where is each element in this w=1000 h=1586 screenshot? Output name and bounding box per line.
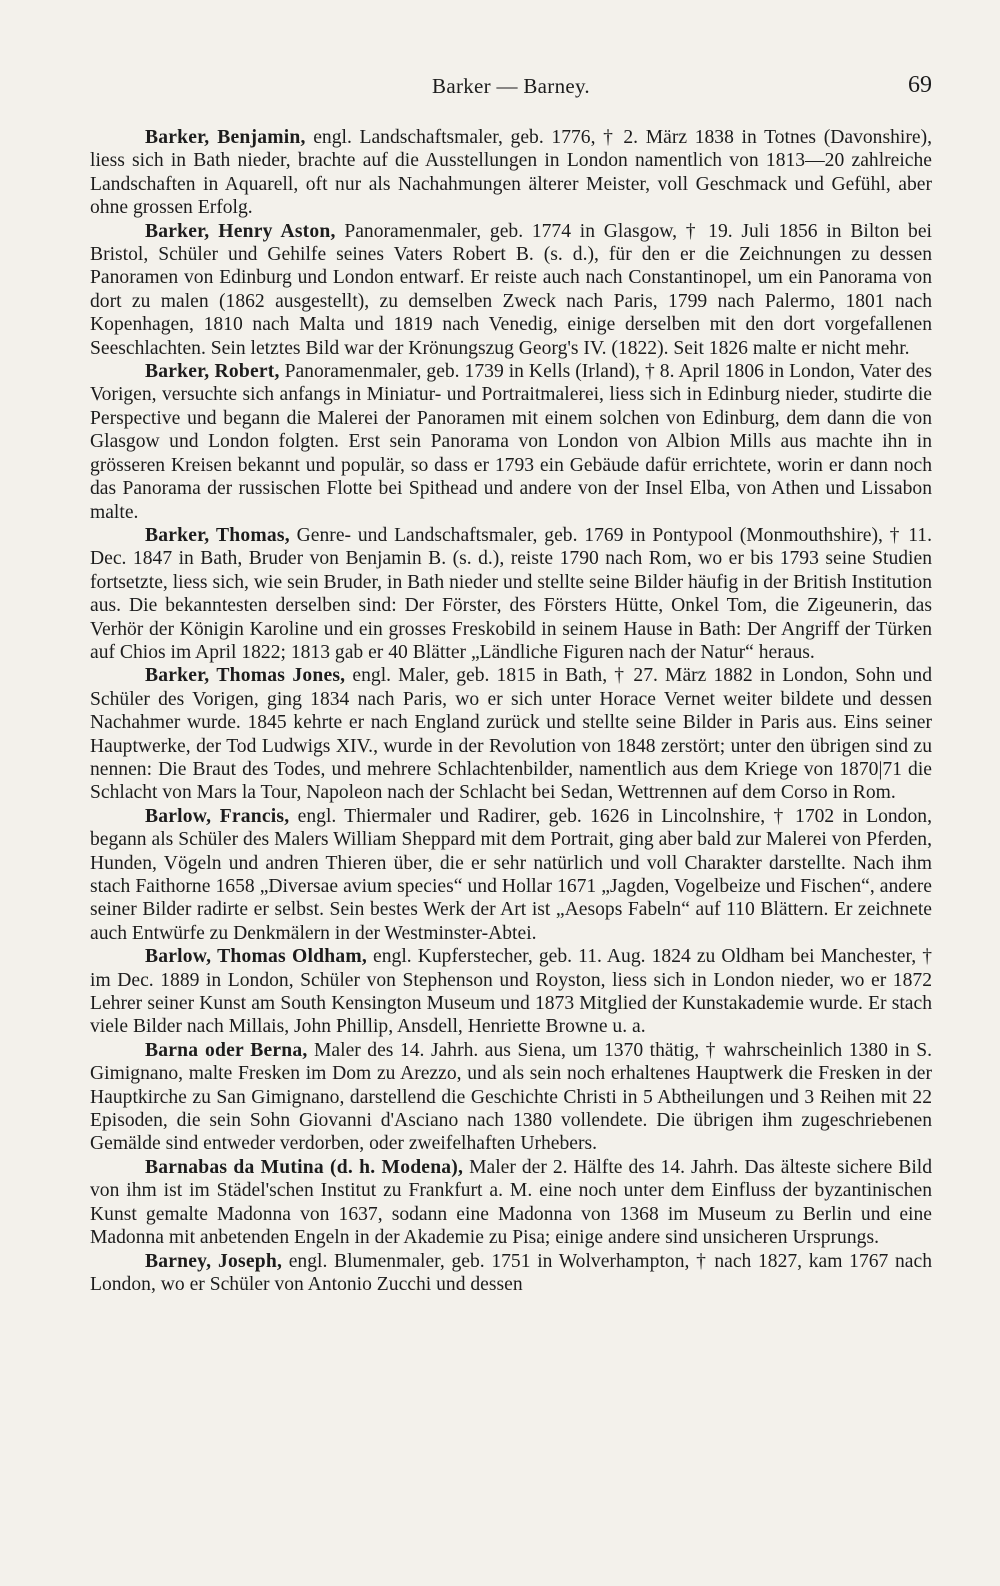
entry-barna-oder-berna [90, 1039, 932, 1156]
entry-barlow-francis [90, 805, 932, 945]
entry-name: Barlow, Thomas Oldham, [145, 946, 367, 968]
entry-name: Barker, Thomas Jones, [145, 665, 346, 687]
entry-barker-thomas [90, 524, 932, 664]
entry-name: Barker, Benjamin, [145, 127, 306, 148]
entry-barker-robert [90, 360, 932, 524]
page-number: 69 [908, 72, 932, 98]
entry-name: Barney, Joseph, [145, 1250, 283, 1272]
entry-name: Barker, Robert, [145, 361, 280, 383]
entry-name: Barker, Thomas, [145, 524, 290, 546]
entry-barnabas-da-mutina [90, 1156, 932, 1250]
entry-barker-henry-aston [90, 220, 932, 360]
entry-barker-benjamin [90, 126, 932, 220]
entry-barlow-thomas-oldham [90, 945, 932, 1039]
entry-text: Maler der 2. Hälfte des 14. Jahrh. Das älteste sichere Bild von ihm ist im Städel'schen Institut zu Frankfurt a. M. eine noch unter dem Einfluss der byzantinischen Kunst gemalte Madonna von 1637, sodann eine Madonna von 1368 im Museum zu Berlin und eine Madonna mit anbetenden Engeln in der Akademie zu Pisa; einige andere sind unsicheren Ursprungs. [90, 1156, 933, 1249]
entry-name: Barnabas da Mutina (d. h. Modena), [145, 1156, 464, 1178]
entry-text: engl. Landschaftsmaler, geb. 1776, † 2. März 1838 in Totnes (Davonshire), liess sich in Bath nieder, brachte auf die Ausstellungen in London namentlich von 1813—20 zahlreiche Landschaften in Aquarell, oft nur als Nachahmungen älterer Meister, voll Geschmack und Gefühl, aber ohne grossen Erfolg. [90, 127, 932, 219]
entry-name: Barker, Henry Aston, [145, 220, 336, 242]
entry-text: engl. Kupferstecher, geb. 11. Aug. 1824 zu Oldham bei Manchester, † im Dec. 1889 in London, Schüler von Stephenson und Royston, liess sich in London nieder, wo er 1872 Lehrer seiner Kunst am South Kensington Museum und 1873 Mitglied der Kunstakademie wurde. Er stach viele Bilder nach Millais, John Phillip, Ansdell, Henriette Browne u. a. [90, 946, 932, 1038]
entry-text: engl. Blumenmaler, geb. 1751 in Wolverhampton, † nach 1827, kam 1767 nach London, wo er Schüler von Antonio Zucchi und dessen [90, 1250, 932, 1295]
entry-text: Maler des 14. Jahrh. aus Siena, um 1370 thätig, † wahrscheinlich 1380 in S. Gimignano, malte Fresken im Dom zu Arezzo, und als sein noch erhaltenes Hauptwerk die Fresken in der Hauptkirche zu San Gimignano, darstellend die Geschichte Christi in 5 Abtheilungen und 3 Reihen mit 22 Episoden, die sein Sohn Giovanni d'Asciano nach 1380 vollendete. Die übrigen ihm zugeschriebenen Gemälde sind entweder verdorben, oder zweifelhaften Urhebers. [90, 1039, 932, 1155]
entry-text: engl. Maler, geb. 1815 in Bath, † 27. März 1882 in London, Sohn und Schüler des Vorigen, ging 1834 nach Paris, wo er sich unter Horace Vernet weiter bildete und dessen Nachahmer wurde. 1845 kehrte er nach England zurück und stellte seine Bilder in Paris aus. Eins seiner Hauptwerke, der Tod Ludwigs XIV., wurde in der Revolution von 1848 zerstört; unter den übrigen sind zu nennen: Die Braut des Todes, und mehrere Schlachtenbilder, namentlich aus dem Kriege von 1870|71 die Schlacht von Mars la Tour, Napoleon nach der Schlacht bei Sedan, Wettrennen auf dem Corso in Rom. [90, 665, 933, 804]
entry-text: Genre- und Landschaftsmaler, geb. 1769 in Pontypool (Monmouthshire), † 11. Dec. 1847 in Bath, Bruder von Benjamin B. (s. d.), reiste 1790 nach Rom, wo er bis 1793 seine Studien fortsetzte, liess sich, wie sein Bruder, in Bath nieder und stellte seine Bilder häufig in der British Institution aus. Die bekanntesten derselben sind: Der Förster, des Försters Hütte, Onkel Tom, die Zigeunerin, das Verhör der Königin Karoline und ein grosses Freskobild in seinem Hause in Bath: Der Angriff der Türken auf Chios im April 1822; 1813 gab er 40 Blätter „Ländliche Figuren nach der Natur“ heraus. [90, 524, 932, 663]
entry-name: Barna oder Berna, [145, 1039, 308, 1061]
page-title: Barker — Barney. [432, 74, 590, 98]
entry-list [90, 126, 932, 1296]
entry-name: Barlow, Francis, [145, 805, 290, 827]
entry-text: Panoramenmaler, geb. 1739 in Kells (Irland), † 8. April 1806 in London, Vater des Vorigen, versuchte sich anfangs in Miniatur- und Portraitmalerei, liess sich in Edinburg nieder, studirte die Perspective und begann die Malerei der Panoramen mit einem solchen von Edinburg, dem dann die von Glasgow und London folgten. Erst sein Panorama von London von Albion Mills aus machte ihn in grösseren Kreisen bekannt und populär, so dass er 1793 ein Gebäude dafür errichtete, worin er dann noch das Panorama der russischen Flotte bei Spithead und andere von der Insel Elba, von Athen und Lissabon malte. [90, 361, 932, 523]
running-head [90, 74, 932, 104]
entry-barney-joseph [90, 1250, 932, 1297]
entry-barker-thomas-jones [90, 664, 932, 804]
entry-text: Panoramenmaler, geb. 1774 in Glasgow, † 19. Juli 1856 in Bilton bei Bristol, Schüler und Gehilfe seines Vaters Robert B. (s. d.), für den er die Zeichnungen zu dessen Panoramen von Edinburg und London entwarf. Er reiste auch nach Constantinopel, um ein Panorama von dort zu malen (1862 ausgestellt), zu demselben Zweck nach Paris, 1799 nach Palermo, 1801 nach Kopenhagen, 1810 nach Malta und 1819 nach Venedig, einige derselben mit den dort vorgefallenen Seeschlachten. Sein letztes Bild war der Krönungszug Georg's IV. (1822). Seit 1826 malte er nicht mehr. [90, 220, 932, 359]
entry-text: engl. Thiermaler und Radirer, geb. 1626 in Lincolnshire, † 1702 in London, begann als Schüler des Malers William Sheppard mit dem Portrait, ging aber bald zur Malerei von Pferden, Hunden, Vögeln und andren Thieren über, die er sehr natürlich und voll Charakter darstellte. Nach ihm stach Faithorne 1658 „Diversae avium species“ und Hollar 1671 „Jagden, Vogelbeize und Fischen“, andere seiner Bilder radirte er selbst. Sein bestes Werk der Art ist „Aesops Fabeln“ auf 110 Blättern. Er zeichnete auch Entwürfe zu Denkmälern in der Westminster-Abtei. [90, 805, 932, 944]
